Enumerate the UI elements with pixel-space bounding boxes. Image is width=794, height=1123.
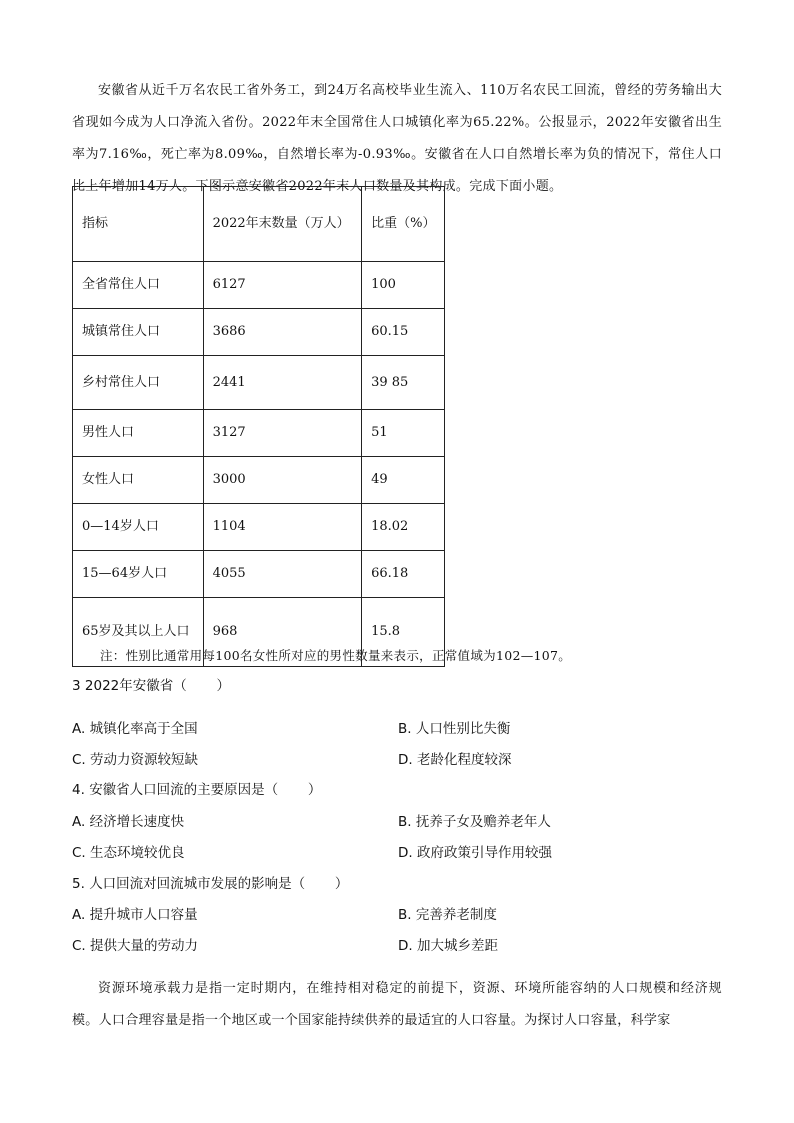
question-number: 3 — [72, 678, 81, 694]
table-row — [73, 551, 445, 598]
option-5a[interactable]: A. 提升城市人口容量 — [72, 907, 198, 923]
option-3b[interactable]: B. 人口性别比失衡 — [398, 721, 511, 737]
row-proportion: 15.8 — [362, 598, 445, 667]
table-header-row — [73, 187, 445, 262]
header-quantity: 2022年末数量（万人） — [203, 187, 362, 262]
row-label: 乡村常住人口 — [73, 356, 204, 410]
question-text: 安徽省人口回流的主要原因是（ — [89, 782, 279, 798]
resource-paragraph: 资源环境承载力是指一定时期内，在维持相对稳定的前提下，资源、环境所能容纳的人口规模和经济规模。人口合理容量是指一个地区或一个国家能持续供养的最适宜的人口容量。为探讨人口容量，科学家 — [72, 981, 722, 1028]
option-4b[interactable]: B. 抚养子女及赡养老年人 — [398, 814, 551, 830]
option-3c[interactable]: C. 劳动力资源较短缺 — [72, 752, 199, 768]
row-proportion: 100 — [362, 262, 445, 309]
row-quantity: 2441 — [203, 356, 362, 410]
option-4d[interactable]: D. 政府政策引导作用较强 — [398, 845, 552, 861]
question-5-stem — [72, 872, 348, 896]
option-3a[interactable]: A. 城镇化率高于全国 — [72, 721, 198, 737]
option-5b[interactable]: B. 完善养老制度 — [398, 907, 497, 923]
row-proportion: 60.15 — [362, 309, 445, 356]
row-label: 城镇常住人口 — [73, 309, 204, 356]
option-4c[interactable]: C. 生态环境较优良 — [72, 845, 185, 861]
question-text: 人口回流对回流城市发展的影响是（ — [89, 876, 306, 892]
table-row — [73, 410, 445, 457]
row-proportion: 18.02 — [362, 504, 445, 551]
question-close-paren: ） — [334, 876, 349, 892]
row-proportion: 49 — [362, 457, 445, 504]
table-row — [73, 457, 445, 504]
row-label: 女性人口 — [73, 457, 204, 504]
header-proportion: 比重（%） — [362, 187, 445, 262]
question-4-stem — [72, 778, 321, 802]
row-proportion: 51 — [362, 410, 445, 457]
header-indicator: 指标 — [73, 187, 204, 262]
row-proportion: 66.18 — [362, 551, 445, 598]
row-label: 全省常住人口 — [73, 262, 204, 309]
option-5c[interactable]: C. 提供大量的劳动力 — [72, 938, 199, 954]
question-3-stem — [72, 674, 230, 698]
table-row — [73, 262, 445, 309]
question-number: 5. — [72, 876, 85, 892]
row-quantity: 1104 — [203, 504, 362, 551]
row-proportion: 39 85 — [362, 356, 445, 410]
table-row — [73, 309, 445, 356]
table-row — [73, 504, 445, 551]
question-number: 4. — [72, 782, 85, 798]
question-text: 2022年安徽省（ — [84, 678, 187, 694]
option-5d[interactable]: D. 加大城乡差距 — [398, 938, 498, 954]
row-label: 0—14岁人口 — [73, 504, 204, 551]
row-label: 65岁及其以上人口 — [73, 598, 204, 667]
question-close-paren: ） — [216, 678, 230, 694]
intro-paragraph: 安徽省从近千万名农民工省外务工，到24万名高校毕业生流入、110万名农民工回流，曾经的劳务输出大省现如今成为人口净流入省份。2022年末全国常住人口城镇化率为65.22%。公报显示，2022年安徽省出生率为7.16‰，死亡率为8.09‰，自然增长率为-0.93‰。安徽省在人口自然增长率为负的情况下，常住人口比上年增加14万人。下图示意安徽省2022年末人口数量及其构成。完成下面小题。 — [72, 83, 722, 194]
row-quantity: 3000 — [203, 457, 362, 504]
option-3d[interactable]: D. 老龄化程度较深 — [398, 752, 512, 768]
row-label: 男性人口 — [73, 410, 204, 457]
table-note: 注：性别比通常用每100名女性所对应的男性数量来表示，正常值域为102—107。 — [100, 648, 572, 663]
table-row — [73, 356, 445, 410]
option-4a[interactable]: A. 经济增长速度快 — [72, 814, 185, 830]
row-quantity: 6127 — [203, 262, 362, 309]
row-label: 15—64岁人口 — [73, 551, 204, 598]
question-close-paren: ） — [307, 782, 322, 798]
population-table — [72, 186, 445, 667]
row-quantity: 3686 — [203, 309, 362, 356]
row-quantity: 3127 — [203, 410, 362, 457]
row-quantity: 4055 — [203, 551, 362, 598]
row-quantity: 968 — [203, 598, 362, 667]
